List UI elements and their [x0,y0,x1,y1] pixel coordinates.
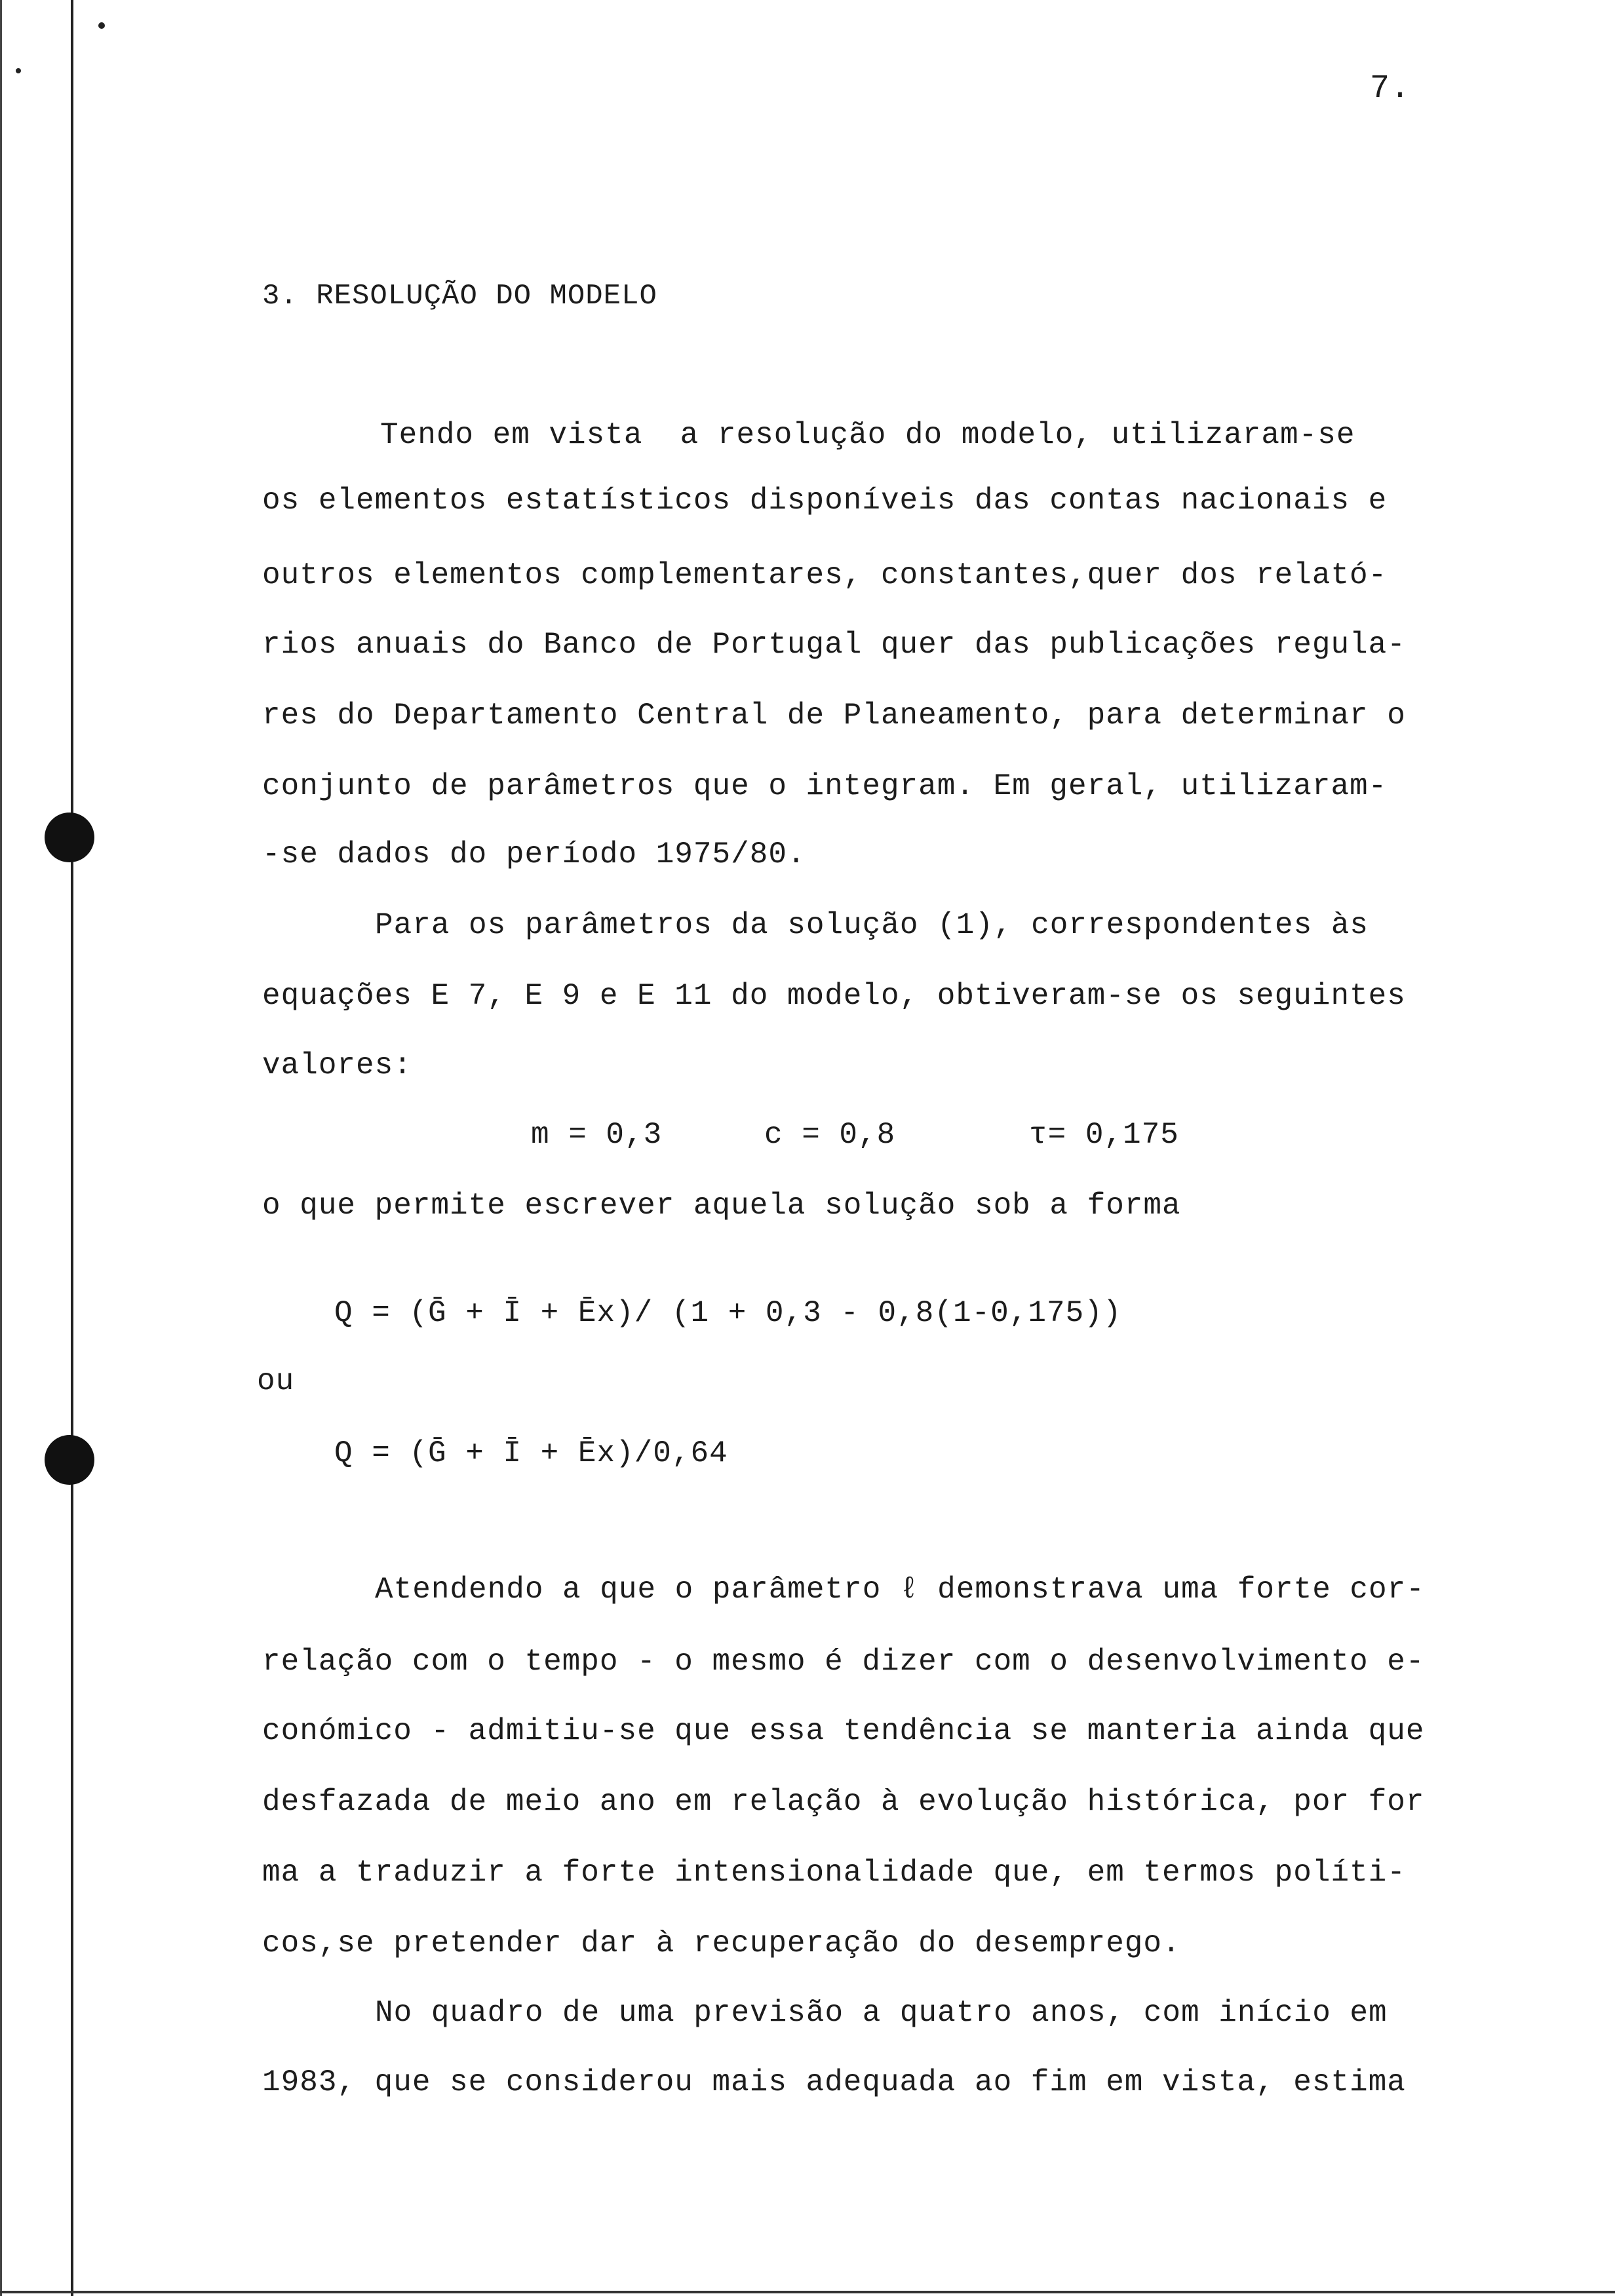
scan-speck [98,22,105,29]
paragraph-4-line: Atendendo a que o parâmetro ℓ demonstrava uma forte cor- [375,1573,1425,1607]
paragraph-1-line: res do Departamento Central de Planeamento, para determinar o [262,698,1406,733]
formula-expanded: Q = (Ḡ + Ī + Ēx)/ (1 + 0,3 - 0,8(1-0,175)) [334,1296,1122,1330]
paragraph-1-line: os elementos estatísticos disponíveis das contas nacionais e [262,484,1388,518]
scan-speck [16,68,21,73]
paragraph-1-line: conjunto de parâmetros que o integram. Em geral, utilizaram- [262,769,1388,803]
paragraph-5-line: No quadro de uma previsão a quatro anos, com início em [375,1996,1388,2030]
paragraph-2-line: Para os parâmetros da solução (1), correspondentes às [375,908,1369,942]
page-edge-left [0,0,2,2296]
paragraph-2-line: valores: [262,1048,412,1082]
paragraph-4-line: ma a traduzir a forte intensionalidade que, em termos políti- [262,1856,1406,1890]
paragraph-4-line: relação com o tempo - o mesmo é dizer com o desenvolvimento e- [262,1645,1425,1679]
binding-margin-line [71,0,73,2296]
paragraph-1-line: rios anuais do Banco de Portugal quer das publicações regula- [262,628,1406,662]
page-number: 7. [1370,70,1411,107]
formula-simplified: Q = (Ḡ + Ī + Ēx)/0,64 [334,1436,728,1470]
parameter-c: c = 0,8 [764,1118,896,1152]
punch-hole-top [45,813,94,862]
page-edge-bottom [0,2291,1615,2293]
parameter-tau: τ= 0,175 [1029,1118,1179,1152]
paragraph-2-line: equações E 7, E 9 e E 11 do modelo, obtiveram-se os seguintes [262,979,1406,1013]
paragraph-3-line: o que permite escrever aquela solução sob a forma [262,1189,1181,1223]
paragraph-4-line: cos,se pretender dar à recuperação do desemprego. [262,1926,1181,1961]
parameter-m: m = 0,3 [531,1118,663,1152]
paragraph-1-line: Tendo em vista a resolução do modelo, utilizaram-se [380,418,1355,452]
paragraph-5-line: 1983, que se considerou mais adequada ao fim em vista, estima [262,2065,1406,2099]
paragraph-1-line: outros elementos complementares, constantes,quer dos relató- [262,558,1388,592]
paragraph-4-line: desfazada de meio ano em relação à evolução histórica, por for [262,1785,1425,1819]
paragraph-1-line: -se dados do período 1975/80. [262,837,806,871]
paragraph-4-line: conómico - admitiu-se que essa tendência se manteria ainda que [262,1714,1425,1748]
conjunction-ou: ou [257,1364,295,1398]
punch-hole-bottom [45,1435,94,1485]
section-heading: 3. RESOLUÇÃO DO MODELO [262,280,657,313]
